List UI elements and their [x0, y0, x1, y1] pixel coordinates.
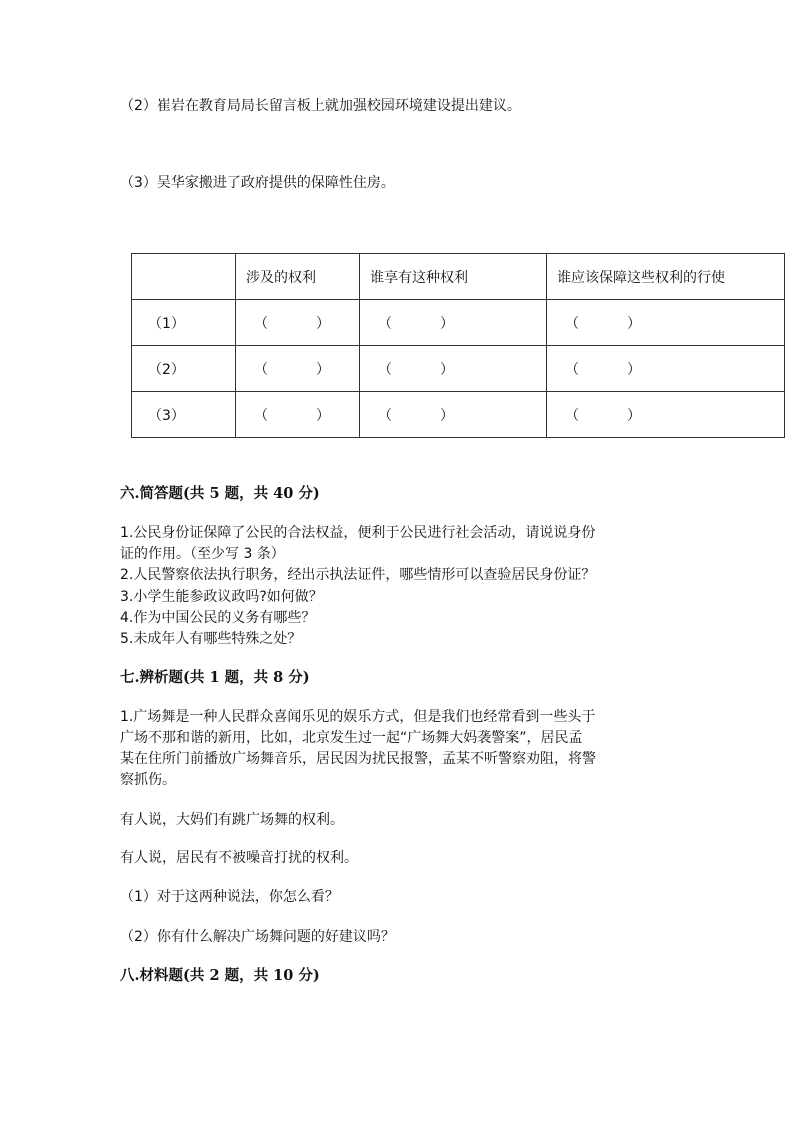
table-row — [132, 300, 785, 346]
open-paren: （ — [565, 315, 579, 332]
close-paren: ） — [316, 315, 330, 332]
close-paren: ） — [316, 407, 330, 424]
section-6-line: 4.作为中国公民的义务有哪些？ — [120, 610, 316, 626]
row-label: （2） — [132, 346, 236, 392]
section-6-line: 2.人民警察依法执行职务，经出示执法证件，哪些情形可以查验居民身份证？ — [120, 567, 596, 583]
blank-cell[interactable] — [236, 346, 360, 392]
opinion-2: 有人说，居民有不被噪音打扰的权利。 — [120, 850, 358, 866]
table-header-cell: 谁应该保障这些权利的行使 — [547, 254, 785, 300]
row-label: （1） — [132, 300, 236, 346]
close-paren: ） — [440, 407, 454, 424]
open-paren: （ — [378, 361, 392, 378]
open-paren: （ — [254, 407, 268, 424]
blank-cell[interactable] — [547, 346, 785, 392]
blank-cell[interactable] — [360, 392, 547, 438]
blank-cell[interactable] — [360, 346, 547, 392]
close-paren: ） — [627, 407, 641, 424]
blank-cell[interactable] — [236, 392, 360, 438]
open-paren: （ — [565, 407, 579, 424]
section-6-line: 证的作用。（至少写 3 条） — [120, 546, 285, 562]
open-paren: （ — [565, 361, 579, 378]
section-6-line: 1.公民身份证保障了公民的合法权益，便利于公民进行社会活动，请说说身份 — [120, 525, 596, 541]
open-paren: （ — [378, 315, 392, 332]
table-row — [132, 392, 785, 438]
close-paren: ） — [627, 361, 641, 378]
section-8-title: 八.材料题(共 2 题，共 10 分) — [120, 967, 320, 984]
question-2-text: （2）崔岩在教育局局长留言板上就加强校园环境建设提出建议。 — [120, 98, 521, 114]
close-paren: ） — [440, 361, 454, 378]
close-paren: ） — [316, 361, 330, 378]
rights-table — [131, 253, 785, 438]
section-6-title: 六.简答题(共 5 题，共 40 分) — [120, 485, 320, 502]
section-7-line: 1.广场舞是一种人民群众喜闻乐见的娱乐方式，但是我们也经常看到一些头于 — [120, 709, 596, 725]
table-header-cell: 涉及的权利 — [236, 254, 360, 300]
section-7-line: 察抓伤。 — [120, 772, 176, 788]
blank-cell[interactable] — [547, 300, 785, 346]
table-row — [132, 346, 785, 392]
blank-cell[interactable] — [547, 392, 785, 438]
section-7-line: 广场不那和谐的新用，比如，北京发生过一起“广场舞大妈袭警案”，居民孟 — [120, 730, 583, 746]
row-label: （3） — [132, 392, 236, 438]
question-3-text: （3）吴华家搬进了政府提供的保障性住房。 — [120, 175, 395, 191]
close-paren: ） — [440, 315, 454, 332]
open-paren: （ — [254, 361, 268, 378]
table-header-cell — [132, 254, 236, 300]
section-6-line: 3.小学生能参政议政吗?如何做？ — [120, 589, 323, 605]
table-header-cell: 谁享有这种权利 — [360, 254, 547, 300]
blank-cell[interactable] — [360, 300, 547, 346]
section-7-title: 七.辨析题(共 1 题，共 8 分) — [120, 669, 310, 686]
sub-question-2: （2）你有什么解决广场舞问题的好建议吗？ — [120, 929, 395, 945]
close-paren: ） — [627, 315, 641, 332]
section-7-line: 某在住所门前播放广场舞音乐，居民因为扰民报警，孟某不听警察劝阻，将警 — [120, 751, 596, 767]
sub-question-1: （1）对于这两种说法，你怎么看？ — [120, 889, 339, 905]
table-header-row — [132, 254, 785, 300]
opinion-1: 有人说，大妈们有跳广场舞的权利。 — [120, 812, 344, 828]
blank-cell[interactable] — [236, 300, 360, 346]
section-6-line: 5.未成年人有哪些特殊之处？ — [120, 631, 302, 647]
open-paren: （ — [378, 407, 392, 424]
open-paren: （ — [254, 315, 268, 332]
